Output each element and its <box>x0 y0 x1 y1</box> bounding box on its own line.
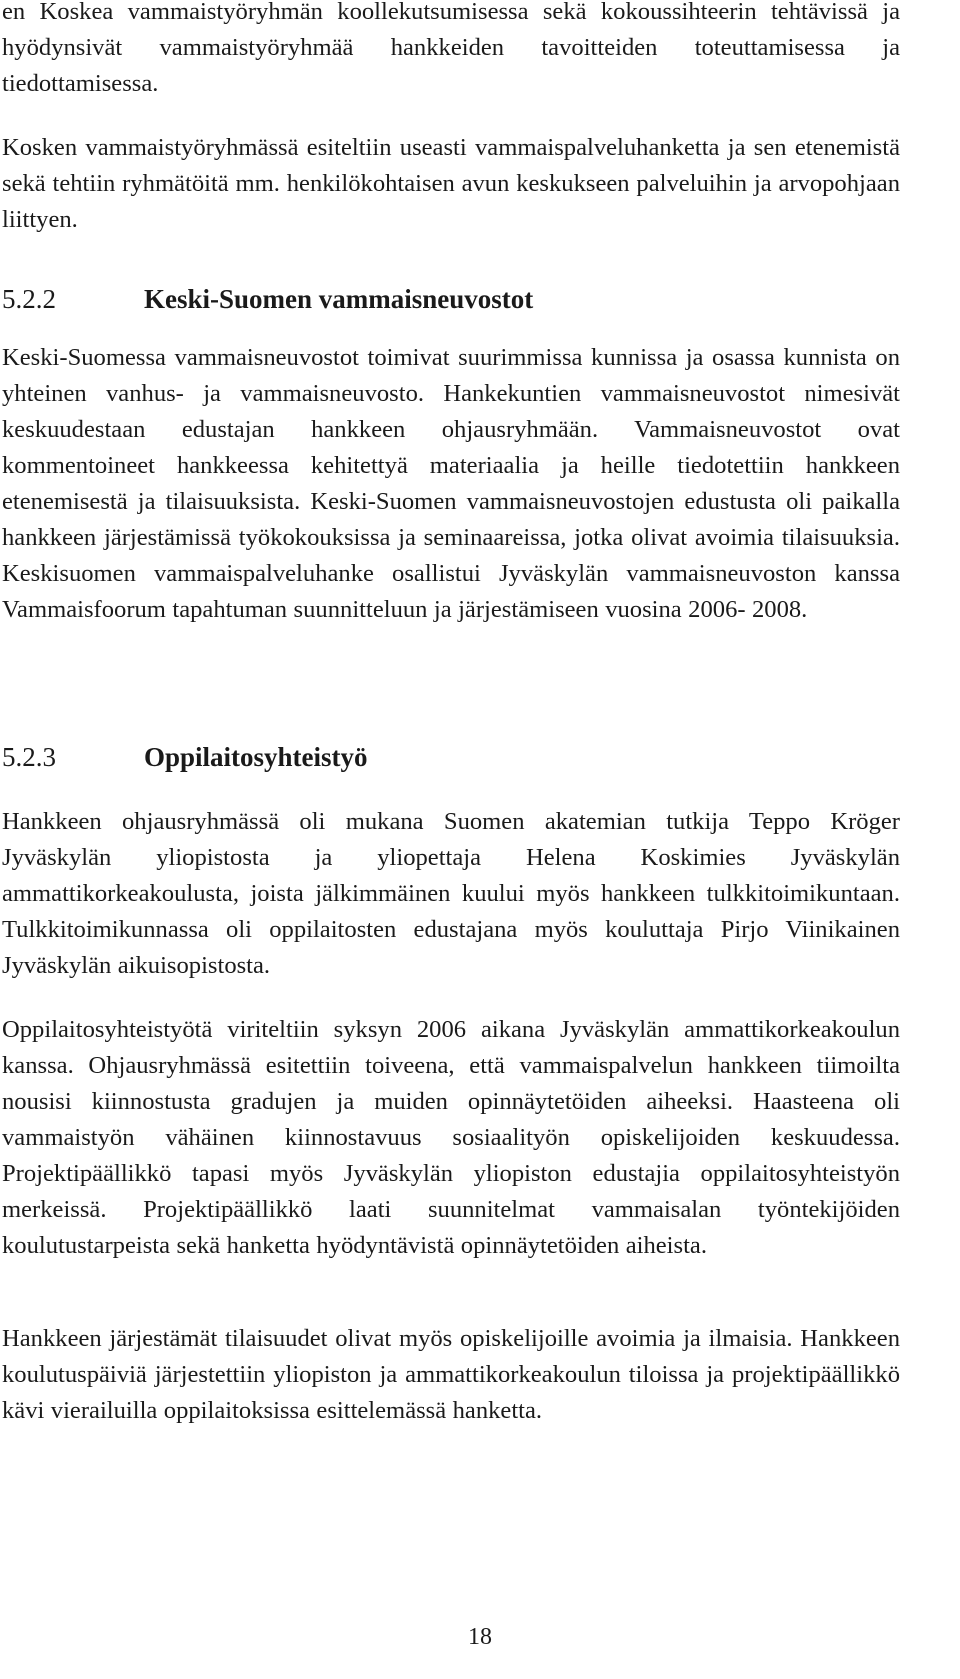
paragraph-vammaisneuvostot: Keski-Suomessa vammaisneuvostot toimivat suurimmissa kunnissa ja osassa kunnista on yhteinen vanhus- ja vammaisneuvosto. Hankekuntien vammaisneuvostot nimesivät keskuudestaan edustajan hankkeen ohjausryhmään. Vammaisneuvostot ovat kommentoineet hankkeessa kehitettyä materiaalia ja heille tiedotettiin hankkeen etenemisestä ja tilaisuuksista. Keski-Suomen vammaisneuvostojen edustusta oli paikalla hankkeen järjestämissä työkokouksissa ja seminaareissa, jotka olivat avoimia tilaisuuksia. Keskisuomen vammaispalveluhanke osallistui Jyväskylän vammaisneuvoston kanssa Vammaisfoorum tapahtuman suunnitteluun ja järjestämiseen vuosina 2006- 2008. <box>2 344 900 623</box>
section-title: Oppilaitosyhteistyö <box>144 742 368 772</box>
section-number: 5.2.3 <box>2 742 56 772</box>
paragraph-oppilaitos-2: Oppilaitosyhteistyötä viriteltiin syksyn 2006 aikana Jyväskylän ammattikorkeakoulun kanssa. Ohjausryhmässä esitettiin toiveena, että vammaispalvelun hankkeen tiimoilta nousisi kiinnostusta gradujen ja muiden opinnäytetöiden aiheeksi. Haasteena oli vammaistyön vähäinen kiinnostavuus sosiaalityön opiskelijoiden keskuudessa. Projektipäällikkö tapasi myös Jyväskylän yliopiston edustajia oppilaitosyhteistyön merkeissä. Projektipäällikkö laati suunnitelmat vammaisalan työntekijöiden koulutustarpeista sekä hanketta hyödyntävistä opinnäytetöiden aiheista. <box>2 1016 900 1259</box>
section-heading-5-2-2 <box>2 284 900 328</box>
page-number: 18 <box>468 1624 492 1650</box>
paragraph-intro-1: en Koskea vammaistyöryhmän koollekutsumisessa sekä kokoussihteerin tehtävissä ja hyödynsivät vammaistyöryhmää hankkeiden tavoitteiden toteuttamisessa ja tiedottamisessa. <box>2 0 900 97</box>
section-number: 5.2.2 <box>2 284 56 314</box>
paragraph-intro-2: Kosken vammaistyöryhmässä esiteltiin useasti vammaispalveluhanketta ja sen etenemistä sekä tehtiin ryhmätöitä mm. henkilökohtaisen avun keskukseen palveluihin ja arvopohjaan liittyen. <box>2 134 900 233</box>
section-title: Keski-Suomen vammaisneuvostot <box>144 284 534 314</box>
paragraph-oppilaitos-1: Hankkeen ohjausryhmässä oli mukana Suomen akatemian tutkija Teppo Kröger Jyväskylän yliopistosta ja yliopettaja Helena Koskimies Jyväskylän ammattikorkeakoulusta, joista jälkimmäinen kuului myös hankkeen tulkkitoimikuntaan. Tulkkitoimikunnassa oli oppilaitosten edustajana myös kouluttaja Pirjo Viinikainen Jyväskylän aikuisopistosta. <box>2 808 900 979</box>
paragraph-oppilaitos-3: Hankkeen järjestämät tilaisuudet olivat myös opiskelijoille avoimia ja ilmaisia. Hankkeen koulutuspäiviä järjestettiin yliopiston ja ammattikorkeakoulun tiloissa ja projektipäällikkö kävi vierailuilla oppilaitoksissa esittelemässä hanketta. <box>2 1325 900 1424</box>
section-heading-5-2-3 <box>2 742 900 786</box>
